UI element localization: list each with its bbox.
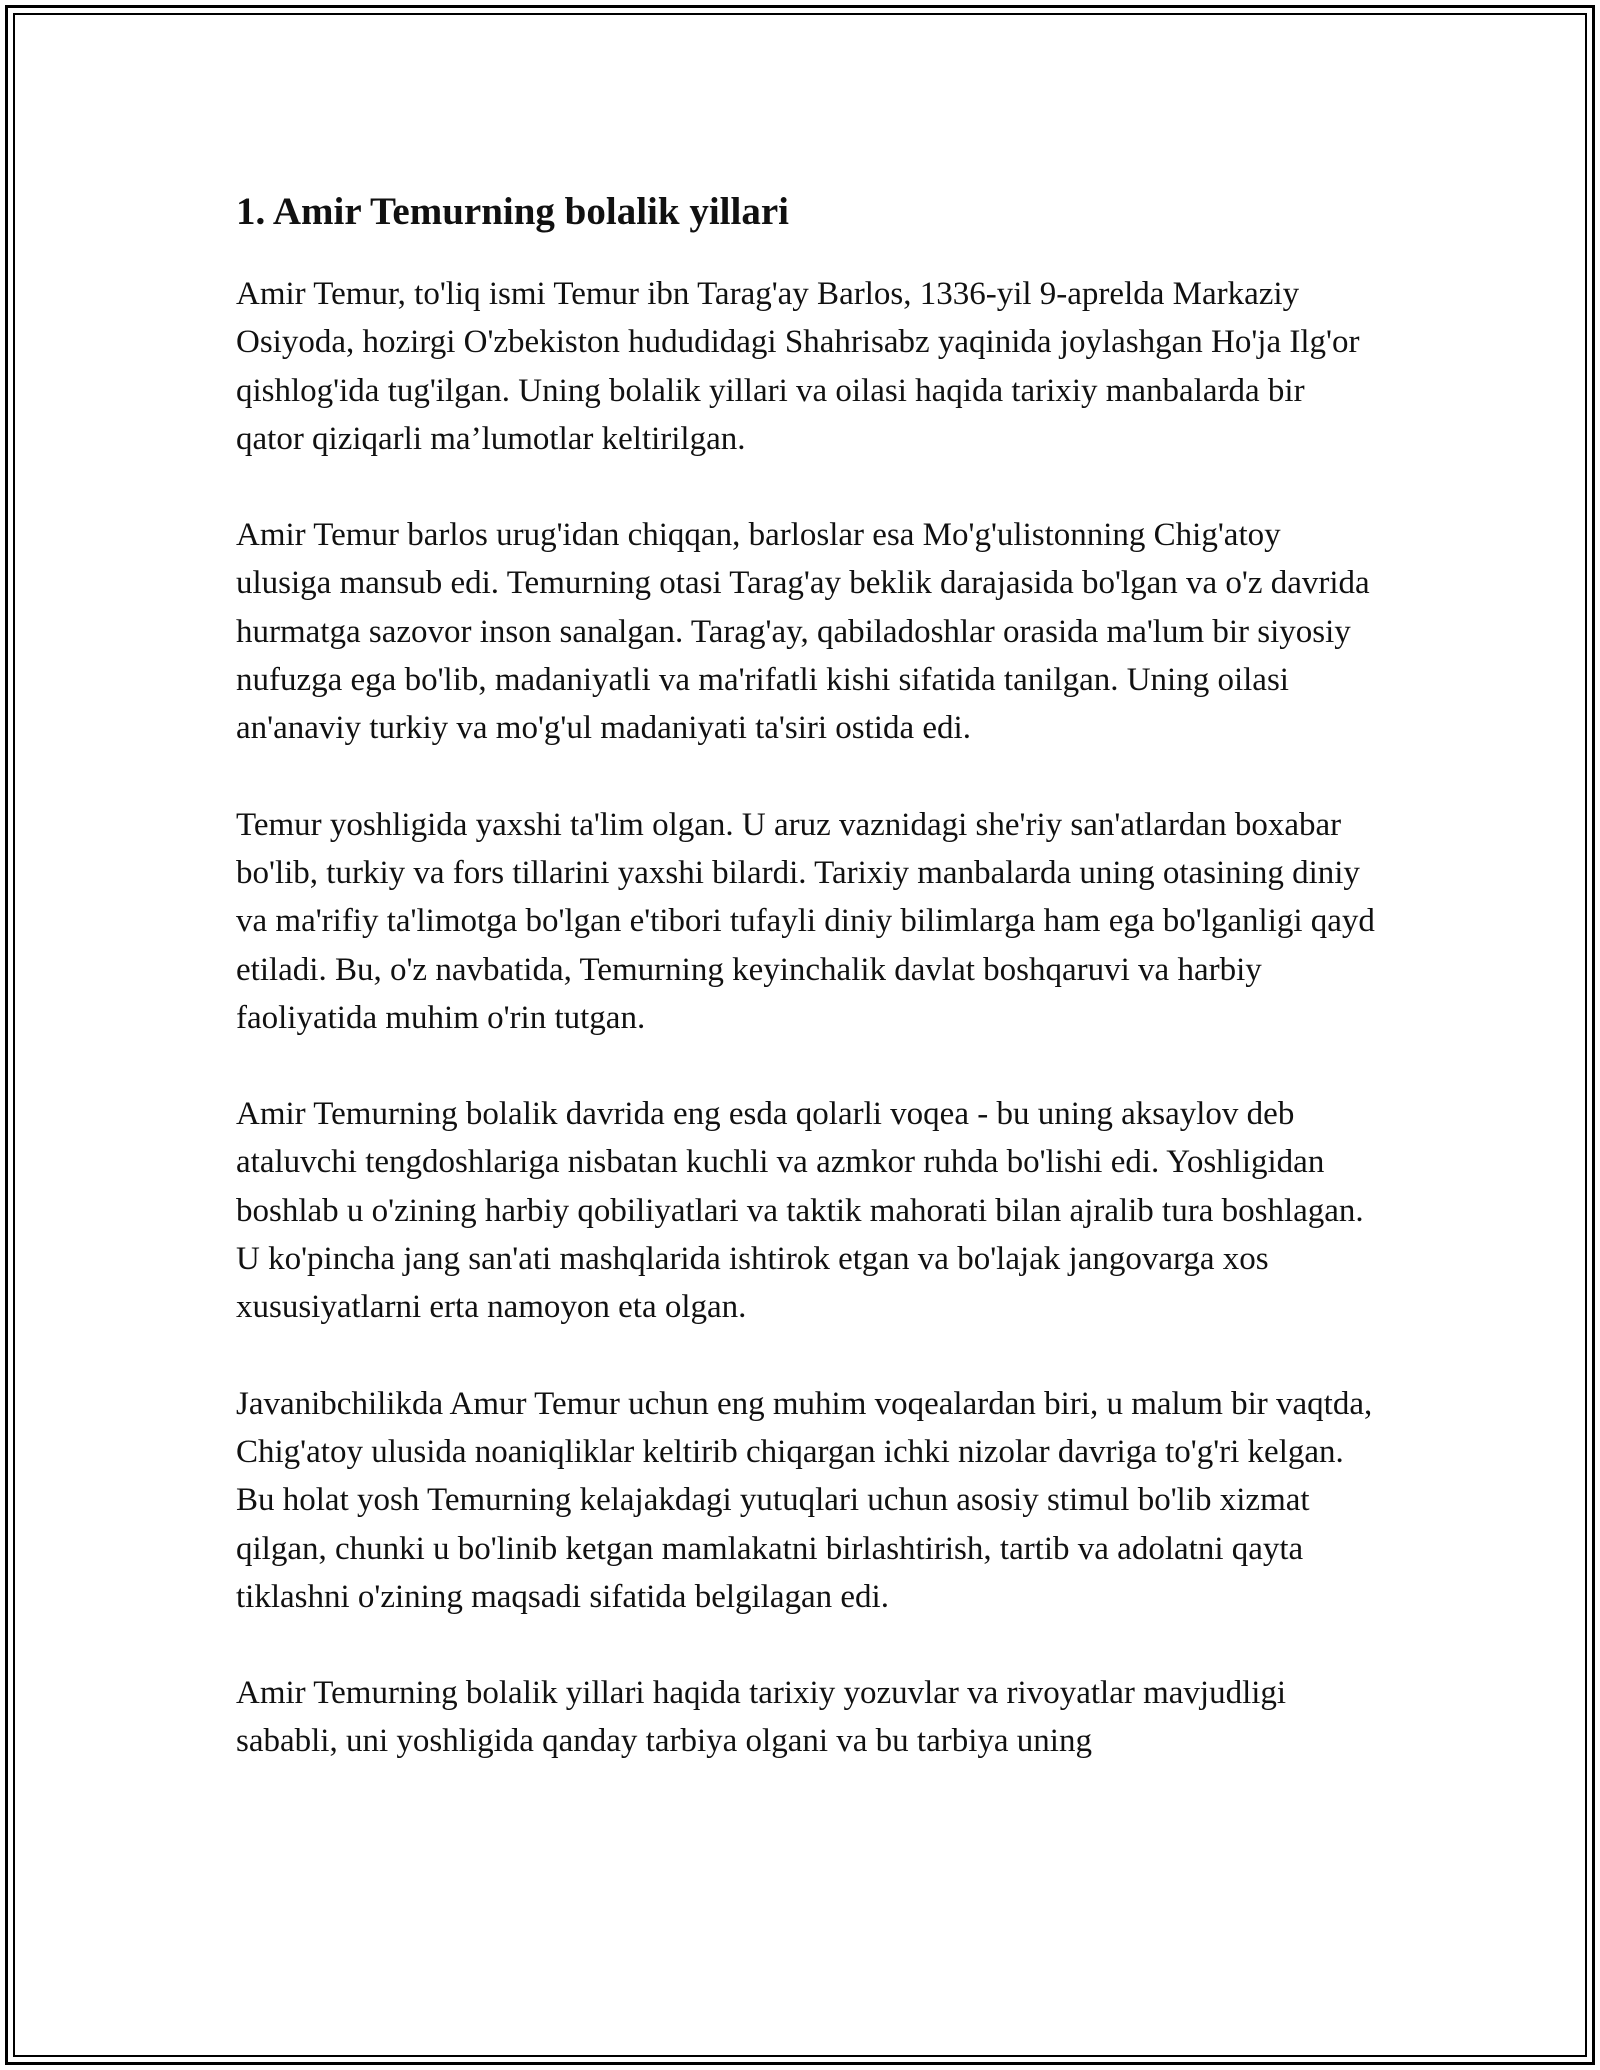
paragraph-2: Amir Temur barlos urug'idan chiqqan, barloslar esa Mo'g'ulistonning Chig'atoy ulusiga mansub edi. Temurning otasi Tarag'ay beklik darajasida bo'lgan va o'z davrida hurmatga sazovor inson sanalgan. Tarag'ay, qabiladoshlar orasida ma'lum bir siyosiy nufuzga ega bo'lib, madaniyatli va ma'rifatli kishi sifatida tanilgan. Uning oilasi an'anaviy turkiy va mo'g'ul madaniyati ta'siri ostida edi. — [236, 517, 1370, 747]
document-body — [236, 186, 1376, 1814]
paragraph-5: Javanibchilikda Amur Temur uchun eng muhim voqealardan biri, u malum bir vaqtda, Chig'atoy ulusida noaniqliklar keltirib chiqargan ichki nizolar davriga to'g'ri kelgan. Bu holat yosh Temurning kelajakdagi yutuqlari uchun asosiy stimul bo'lib xizmat qilgan, chunki u bo'linib ketgan mamlakatni birlashtirish, tartib va adolatni qayta tiklashni o'zining maqsadi sifatida belgilagan edi. — [236, 1385, 1373, 1615]
paragraph-4: Amir Temurning bolalik davrida eng esda qolarli voqea - bu uning aksaylov deb ataluvchi tengdoshlariga nisbatan kuchli va azmkor ruhda bo'lishi edi. Yoshligidan boshlab u o'zining harbiy qobiliyatlari va taktik mahorati bilan ajralib tura boshlagan. U ko'pincha jang san'ati mashqlarida ishtirok etgan va bo'lajak jangovarga xos xususiyatlarni erta namoyon eta olgan. — [236, 1096, 1364, 1326]
paragraph-1: Amir Temur, to'liq ismi Temur ibn Tarag'ay Barlos, 1336-yil 9-aprelda Markaziy Osiyoda, hozirgi O'zbekiston hududidagi Shahrisabz yaqinida joylashgan Ho'ja Ilg'or qishlog'ida tug'ilgan. Uning bolalik yillari va oilasi haqida tarixiy manbalarda bir qator qiziqarli ma’lumotlar keltirilgan. — [236, 276, 1360, 457]
paragraph-3: Temur yoshligida yaxshi ta'lim olgan. U aruz vaznidagi she'riy san'atlardan boxabar bo'lib, turkiy va fors tillarini yaxshi bilardi. Tarixiy manbalarda uning otasining diniy va ma'rifiy ta'limotga bo'lgan e'tibori tufayli diniy bilimlarga ham ega bo'lganligi qayd etiladi. Bu, o'z navbatida, Temurning keyinchalik davlat boshqaruvi va harbiy faoliyatida muhim o'rin tutgan. — [236, 806, 1375, 1036]
section-heading: 1. Amir Temurning bolalik yillari — [236, 190, 789, 233]
paragraph-6: Amir Temurning bolalik yillari haqida tarixiy yozuvlar va rivoyatlar mavjudligi sababli, uni yoshligida qanday tarbiya olgani va bu tarbiya uning — [236, 1675, 1287, 1760]
